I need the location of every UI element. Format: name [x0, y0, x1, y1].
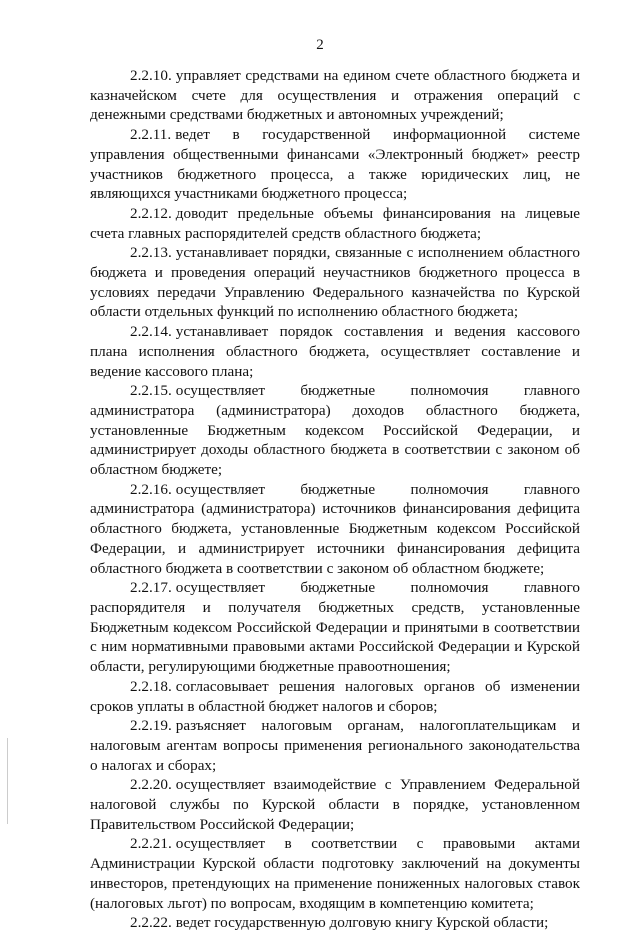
paragraph-number: 2.2.11.: [130, 126, 172, 144]
paragraph-number: 2.2.15.: [130, 382, 172, 400]
paragraph-number: 2.2.18.: [130, 677, 172, 695]
paragraph-text: осуществляет взаимодействие с Управлением Федеральной налоговой службы по Курской области в порядке, установленном Правительством Российской Федерации;: [90, 776, 580, 833]
paragraph-2-2-18: [90, 677, 580, 716]
paragraph-text: осуществляет в соответствии с правовыми актами Администрации Курской области подготовку заключений на документы инвесторов, претендующих на применение пониженных налоговых ставок (налоговых льгот) по вопросам, входящим в компетенцию комитета;: [90, 835, 580, 912]
paragraph-number: 2.2.21.: [130, 835, 172, 853]
paragraph-number: 2.2.10.: [130, 67, 172, 84]
paragraph-number: 2.2.16.: [130, 480, 172, 498]
paragraph-number: 2.2.12.: [130, 204, 172, 222]
paragraph-text: согласовывает решения налоговых органов об изменении сроков уплаты в областной бюджет налогов и сборов;: [90, 677, 580, 715]
paragraph-2-2-17: [90, 578, 580, 677]
paragraph-2-2-14: [90, 322, 580, 381]
paragraph-text: осуществляет бюджетные полномочия главного администратора (администратора) источников финансирования дефицита областного бюджета, установленные Бюджетным кодексом Российской Федерации, и администрирует источники финансирования дефицита областного бюджета в соответствии с законом об областном бюджете;: [90, 480, 580, 577]
paragraph-2-2-22: [90, 913, 580, 933]
paragraph-2-2-12: [90, 204, 580, 243]
paragraph-2-2-19: [90, 716, 580, 775]
paragraph-text: разъясняет налоговым органам, налогоплательщикам и налоговым агентам вопросы применения регионального законодательства о налогах и сборах;: [90, 717, 580, 774]
paragraph-number: 2.2.19.: [130, 717, 172, 735]
paragraph-2-2-21: [90, 834, 580, 913]
paragraph-number: 2.2.22.: [130, 914, 172, 932]
paragraph-number: 2.2.14.: [130, 323, 172, 341]
document-body: [90, 66, 580, 933]
paragraph-2-2-20: [90, 775, 580, 834]
paragraph-text: доводит предельные объемы финансирования на лицевые счета главных распорядителей средств областного бюджета;: [90, 204, 580, 242]
paragraph-2-2-10: [90, 66, 580, 125]
paragraph-2-2-15: [90, 381, 580, 480]
scan-margin-line: [7, 738, 8, 824]
paragraph-2-2-16: [90, 480, 580, 579]
paragraph-2-2-13: [90, 243, 580, 322]
paragraph-text: управляет средствами на едином счете областного бюджета и казначейском счете для осуществления и отражения операций с денежными средствами бюджетных и автономных учреждений;: [90, 67, 580, 124]
paragraph-number: 2.2.20.: [130, 776, 172, 794]
paragraph-text: ведет государственную долговую книгу Курской области;: [175, 914, 549, 932]
page-number: 2: [316, 37, 324, 53]
paragraph-number: 2.2.13.: [130, 244, 172, 262]
paragraph-text: осуществляет бюджетные полномочия главного администратора (администратора) доходов областного бюджета, установленные Бюджетным кодексом Российской Федерации, и администрирует доходы областного бюджета в соответствии с законом об областном бюджете;: [90, 382, 580, 479]
paragraph-2-2-11: [90, 125, 580, 204]
paragraph-text: ведет в государственной информационной системе управления общественными финансами «Электронный бюджет» реестр участников бюджетного процесса, а также юридических лиц, не являющихся участниками бюджетного процесса;: [90, 126, 580, 203]
paragraph-text: устанавливает порядок составления и ведения кассового плана исполнения областного бюджета, осуществляет составление и ведение кассового плана;: [90, 323, 580, 380]
paragraph-number: 2.2.17.: [130, 579, 172, 597]
paragraph-text: осуществляет бюджетные полномочия главного распорядителя и получателя бюджетных средств, установленные Бюджетным кодексом Российской Федерации и принятыми в соответствии с ним нормативными правовыми актами Российской Федерации и Курской области, регулирующими бюджетные правоотношения;: [90, 579, 580, 676]
paragraph-text: устанавливает порядки, связанные с исполнением областного бюджета и проведения операций неучастников бюджетного процесса в условиях передачи Управлению Федерального казначейства по Курской области отдельных функций по исполнению областного бюджета;: [90, 244, 580, 321]
